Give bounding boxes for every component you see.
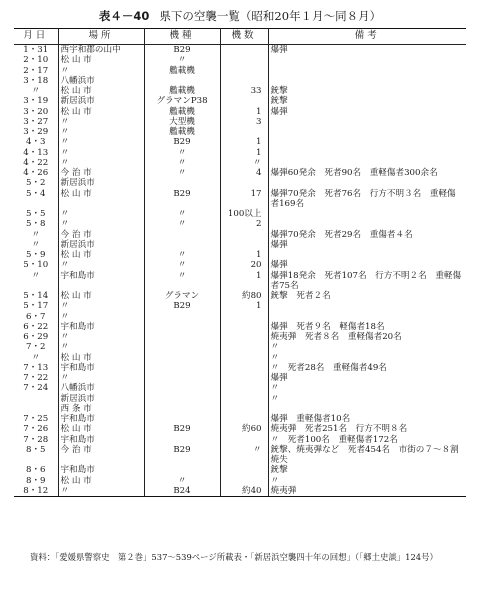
cell-type: [144, 76, 220, 86]
cell-type: B29: [144, 424, 220, 434]
cell-type: 〃: [144, 168, 220, 178]
header-date: 月日: [14, 29, 58, 45]
cell-type: B24: [144, 486, 220, 497]
table-row: [14, 322, 466, 332]
table-row: [14, 219, 466, 229]
cell-count: [220, 332, 268, 342]
table-row: [14, 363, 466, 373]
cell-place: 〃: [58, 342, 144, 352]
cell-type: [144, 230, 220, 240]
cell-date: 3・27: [14, 117, 58, 127]
table-row: [14, 271, 466, 292]
cell-place: 松 山 市: [58, 291, 144, 301]
table-row: [14, 435, 466, 445]
cell-type: 〃: [144, 148, 220, 158]
cell-date: 5・2: [14, 178, 58, 188]
cell-type: [144, 342, 220, 352]
table-row: [14, 66, 466, 76]
cell-remarks: [268, 178, 466, 188]
cell-type: [144, 394, 220, 404]
table-row: [14, 117, 466, 127]
table-row: [14, 476, 466, 486]
cell-count: 〃: [220, 445, 268, 466]
cell-date: 7・13: [14, 363, 58, 373]
cell-count: [220, 127, 268, 137]
table-row: [14, 250, 466, 260]
cell-remarks: [268, 66, 466, 76]
table-row: [14, 404, 466, 414]
cell-remarks: 銃撃 死者２名: [270, 291, 331, 301]
cell-date: 7・24: [14, 383, 58, 393]
cell-type: [144, 178, 220, 188]
cell-place: 八幡浜市: [58, 76, 144, 86]
cell-type: 〃: [144, 209, 220, 219]
cell-remarks: [268, 127, 466, 137]
cell-remarks: 爆弾 死者９名 軽傷者18名: [270, 321, 385, 332]
cell-count: [220, 404, 268, 414]
table-row: [14, 107, 466, 117]
cell-type: B29: [144, 45, 220, 56]
cell-date: 6・7: [14, 312, 58, 322]
cell-type: 〃: [144, 260, 220, 270]
cell-count: 17: [220, 189, 268, 210]
cell-date: 5・5: [14, 209, 58, 219]
cell-remarks: 爆弾60発余 死者90名 重軽傷者300余名: [270, 168, 438, 178]
cell-date: 1・31: [14, 45, 58, 56]
cell-place: 新居浜市: [58, 178, 144, 188]
cell-remarks: 銃撃: [270, 465, 288, 476]
table-row: [14, 332, 466, 342]
table-body: [14, 45, 466, 497]
cell-count: [220, 45, 268, 56]
cell-count: [220, 383, 268, 393]
cell-date: 3・29: [14, 127, 58, 137]
cell-count: 2: [220, 219, 268, 229]
cell-type: 〃: [144, 476, 220, 486]
cell-place: 新居浜市: [58, 240, 144, 250]
cell-type: B29: [144, 189, 220, 210]
table-row: [14, 414, 466, 424]
cell-remarks: 爆弾 重軽傷者10名: [270, 414, 351, 424]
cell-count: 〃: [220, 158, 268, 168]
table-row: [14, 148, 466, 158]
cell-remarks: 爆弾18発余 死者107名 行方不明２名 重軽傷者75名: [270, 270, 462, 291]
table-row: [14, 342, 466, 352]
header-remarks: 備考: [268, 29, 466, 45]
cell-type: [144, 414, 220, 424]
cell-type: グラマンP38: [144, 96, 220, 106]
cell-place: 新居浜市: [58, 394, 144, 404]
cell-count: [220, 342, 268, 352]
cell-count: 4: [220, 168, 268, 178]
table-row: [14, 189, 466, 210]
cell-date: [14, 394, 58, 404]
cell-place: 宇和島市: [58, 363, 144, 373]
cell-date: [14, 404, 58, 414]
cell-date: 〃: [14, 271, 58, 292]
cell-date: 2・10: [14, 55, 58, 65]
cell-date: 6・29: [14, 332, 58, 342]
cell-count: [220, 435, 268, 445]
cell-place: 松 山 市: [58, 424, 144, 434]
cell-type: [144, 363, 220, 373]
cell-remarks: 〃: [270, 342, 280, 353]
cell-date: 3・19: [14, 96, 58, 106]
cell-place: 西 条 市: [58, 404, 144, 414]
cell-place: 〃: [58, 66, 144, 76]
cell-count: [220, 240, 268, 250]
cell-remarks: 〃: [270, 475, 280, 486]
cell-count: [220, 394, 268, 404]
table-row: [14, 76, 466, 86]
header-type: 機種: [144, 29, 220, 45]
cell-remarks: [268, 301, 466, 311]
cell-place: 〃: [58, 260, 144, 270]
cell-place: 〃: [58, 117, 144, 127]
cell-count: [220, 353, 268, 363]
cell-count: [220, 476, 268, 486]
cell-date: 3・18: [14, 76, 58, 86]
cell-count: [220, 414, 268, 424]
cell-remarks: 爆弾: [270, 239, 288, 250]
cell-type: 〃: [144, 158, 220, 168]
table-row: [14, 209, 466, 219]
cell-type: 〃: [144, 250, 220, 260]
cell-place: 〃: [58, 148, 144, 158]
cell-date: 〃: [14, 353, 58, 363]
cell-place: 松 山 市: [58, 86, 144, 96]
cell-type: グラマン: [144, 291, 220, 301]
cell-place: 松 山 市: [58, 107, 144, 117]
table-row: [14, 312, 466, 322]
cell-type: 〃: [144, 55, 220, 65]
cell-type: 〃: [144, 219, 220, 229]
cell-remarks: 焼夷弾: [268, 486, 466, 497]
cell-type: [144, 322, 220, 332]
cell-date: 5・14: [14, 291, 58, 301]
table-row: [14, 55, 466, 65]
cell-remarks: 〃: [270, 393, 280, 404]
cell-place: 〃: [58, 127, 144, 137]
cell-remarks: [268, 76, 466, 86]
cell-place: 松 山 市: [58, 353, 144, 363]
cell-date: 5・4: [14, 189, 58, 210]
cell-place: 〃: [58, 312, 144, 322]
air-raid-table: [14, 28, 466, 497]
table-row: [14, 96, 466, 106]
cell-date: 7・28: [14, 435, 58, 445]
cell-date: 7・26: [14, 424, 58, 434]
cell-place: 〃: [58, 301, 144, 311]
cell-type: [144, 353, 220, 363]
cell-place: 八幡浜市: [58, 383, 144, 393]
table-caption: 県下の空襲一覧（昭和20年１月～同８月）: [159, 9, 382, 23]
cell-remarks: 〃 死者28名 重軽傷者49名: [270, 362, 387, 373]
cell-count: 1: [220, 271, 268, 292]
cell-count: 1: [220, 137, 268, 147]
cell-place: 〃: [58, 137, 144, 147]
cell-count: [220, 76, 268, 86]
cell-place: 〃: [58, 209, 144, 219]
cell-type: [144, 404, 220, 414]
cell-place: 〃: [58, 219, 144, 229]
cell-date: 4・13: [14, 148, 58, 158]
cell-date: 〃: [14, 86, 58, 96]
cell-date: 7・2: [14, 342, 58, 352]
cell-count: 100以上: [220, 209, 268, 219]
cell-date: 4・26: [14, 168, 58, 178]
table-row: [14, 353, 466, 363]
cell-count: 3: [220, 117, 268, 127]
cell-count: 約80: [220, 291, 268, 301]
cell-date: 5・8: [14, 219, 58, 229]
cell-type: 艦載機: [144, 127, 220, 137]
cell-place: 宇和島市: [58, 414, 144, 424]
cell-type: 〃: [144, 271, 220, 292]
cell-remarks: 〃 死者100名 重軽傷者172名: [270, 434, 398, 445]
cell-place: 宇和島市: [58, 322, 144, 332]
cell-count: [220, 465, 268, 475]
cell-count: 1: [220, 107, 268, 117]
cell-count: 1: [220, 250, 268, 260]
cell-type: B29: [144, 137, 220, 147]
cell-date: 8・5: [14, 445, 58, 466]
cell-place: 今 治 市: [58, 445, 144, 466]
cell-place: 松 山 市: [58, 250, 144, 260]
cell-count: [220, 55, 268, 65]
cell-remarks: [268, 148, 466, 158]
cell-place: 宇和島市: [58, 435, 144, 445]
cell-date: 5・17: [14, 301, 58, 311]
table-title: [0, 8, 480, 24]
cell-remarks: 〃: [270, 383, 280, 394]
table-row: [14, 291, 466, 301]
cell-type: [144, 435, 220, 445]
cell-count: [220, 363, 268, 373]
table-row: [14, 424, 466, 434]
cell-remarks: 銃撃: [270, 96, 288, 107]
cell-remarks: 爆弾: [270, 260, 288, 271]
cell-count: 1: [220, 301, 268, 311]
cell-date: 7・22: [14, 373, 58, 383]
table-row: [14, 445, 466, 466]
table-row: [14, 45, 466, 56]
table-row: [14, 230, 466, 240]
cell-type: 艦載機: [144, 107, 220, 117]
cell-remarks: 銃撃、焼夷弾など 死者454名 市街の７～８割焼失: [270, 444, 459, 465]
cell-remarks: 爆弾: [270, 45, 288, 55]
table-row: [14, 373, 466, 383]
cell-date: 6・22: [14, 322, 58, 332]
table-row: [14, 137, 466, 147]
table-row: [14, 240, 466, 250]
cell-count: [220, 373, 268, 383]
table-row: [14, 486, 466, 497]
cell-count: 1: [220, 148, 268, 158]
cell-date: 7・25: [14, 414, 58, 424]
cell-date: 〃: [14, 230, 58, 240]
header-count: 機数: [220, 29, 268, 45]
cell-remarks: 爆弾70発余 死者29名 重傷者４名: [270, 229, 413, 240]
cell-count: 約40: [220, 486, 268, 497]
cell-place: 松 山 市: [58, 55, 144, 65]
table-row: [14, 465, 466, 475]
cell-place: 〃: [58, 486, 144, 497]
table-row: [14, 168, 466, 178]
cell-type: 艦載機: [144, 86, 220, 96]
table-row: [14, 394, 466, 404]
cell-date: 4・3: [14, 137, 58, 147]
cell-remarks: [268, 219, 466, 229]
cell-remarks: [268, 117, 466, 127]
cell-type: B29: [144, 301, 220, 311]
cell-place: 今 治 市: [58, 230, 144, 240]
cell-type: B29: [144, 445, 220, 466]
cell-date: 2・17: [14, 66, 58, 76]
cell-type: [144, 383, 220, 393]
cell-date: 8・9: [14, 476, 58, 486]
cell-place: 宇和島市: [58, 271, 144, 292]
cell-remarks: [268, 404, 466, 414]
cell-place: 松 山 市: [58, 476, 144, 486]
cell-count: [220, 66, 268, 76]
cell-date: 8・6: [14, 465, 58, 475]
cell-remarks: 焼夷弾 死者251名 行方不明８名: [270, 424, 408, 435]
cell-type: [144, 465, 220, 475]
cell-place: 〃: [58, 332, 144, 342]
table-row: [14, 301, 466, 311]
cell-date: 3・20: [14, 107, 58, 117]
table-row: [14, 383, 466, 393]
cell-place: 西宇和郡の山中: [58, 45, 144, 56]
cell-remarks: [268, 209, 466, 219]
cell-place: 〃: [58, 373, 144, 383]
cell-type: 大型機: [144, 117, 220, 127]
cell-type: [144, 240, 220, 250]
cell-place: 〃: [58, 158, 144, 168]
cell-date: 〃: [14, 240, 58, 250]
cell-place: 松 山 市: [58, 189, 144, 210]
cell-type: [144, 332, 220, 342]
cell-count: 33: [220, 86, 268, 96]
cell-type: 艦載機: [144, 66, 220, 76]
cell-count: 20: [220, 260, 268, 270]
cell-count: [220, 96, 268, 106]
table-row: [14, 260, 466, 270]
table-row: [14, 127, 466, 137]
cell-remarks: 銃撃: [270, 86, 288, 96]
cell-type: [144, 312, 220, 322]
cell-date: 5・10: [14, 260, 58, 270]
cell-remarks: [268, 312, 466, 322]
cell-count: [220, 312, 268, 322]
table-row: [14, 158, 466, 168]
header-place: 場所: [58, 29, 144, 45]
header-row: [14, 29, 466, 45]
cell-type: [144, 373, 220, 383]
cell-remarks: 爆弾: [270, 106, 288, 117]
cell-count: [220, 322, 268, 332]
cell-remarks: [268, 250, 466, 260]
cell-count: [220, 230, 268, 240]
cell-remarks: 爆弾70発余 死者76名 行方不明３名 重軽傷者169名: [270, 188, 456, 209]
cell-remarks: 焼夷弾 死者８名 重軽傷者20名: [270, 332, 402, 342]
cell-remarks: [268, 137, 466, 147]
source-note: 資料：「愛媛県警察史 第２巻」537～539ページ所載表・「新居浜空襲四十年の回想」（「郷土史談」124号）: [30, 552, 438, 562]
cell-remarks: 爆弾: [270, 373, 288, 383]
cell-date: 5・9: [14, 250, 58, 260]
cell-date: 8・12: [14, 486, 58, 497]
table-row: [14, 178, 466, 188]
cell-place: 新居浜市: [58, 96, 144, 106]
cell-count: [220, 178, 268, 188]
table-row: [14, 86, 466, 96]
cell-count: 約60: [220, 424, 268, 434]
cell-remarks: 〃: [270, 352, 280, 363]
cell-place: 今 治 市: [58, 168, 144, 178]
cell-date: 4・22: [14, 158, 58, 168]
table-number: 表４－40: [98, 9, 150, 23]
cell-remarks: [268, 158, 466, 168]
cell-remarks: [268, 55, 466, 65]
cell-place: 宇和島市: [58, 465, 144, 475]
